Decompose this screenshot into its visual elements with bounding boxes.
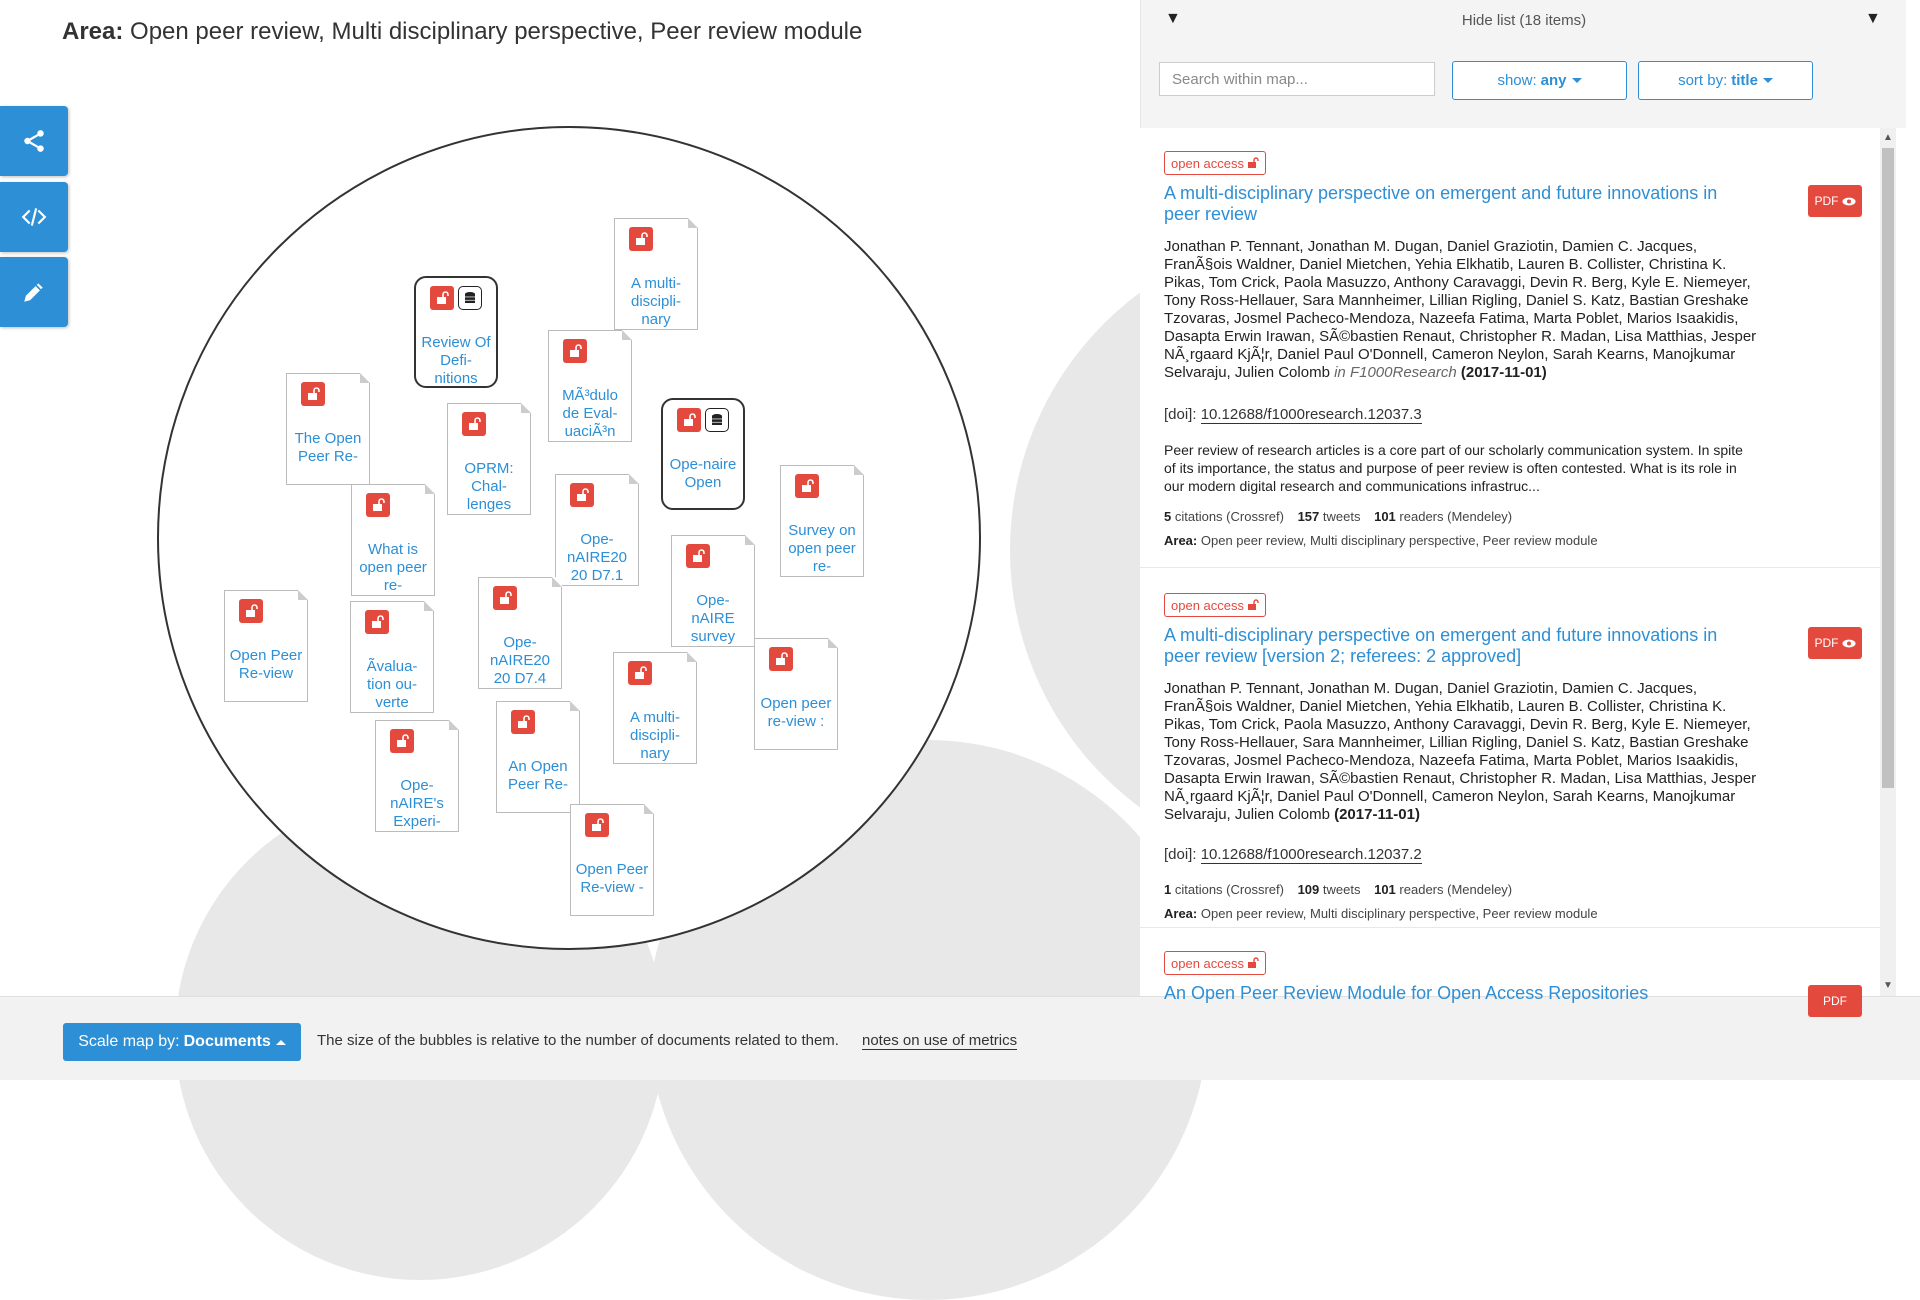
pdf-preview-button[interactable] [1808,185,1862,217]
open-access-lock-icon [629,227,653,251]
paper-badges [795,474,819,498]
paper-authors [1164,238,1758,382]
eye-icon [1842,639,1856,648]
paper-area [1164,906,1598,921]
triangle-down-icon: ▼ [1165,10,1181,27]
show-filter-dropdown[interactable] [1452,61,1627,100]
open-access-badge [1164,593,1266,617]
hide-list-label: Hide list (18 items) [1461,11,1587,29]
knowledge-map [0,0,1140,996]
area-label: Area: [1164,906,1198,921]
paper-icon-title: A multi-discipli-nary [629,709,680,762]
paper-icon-title: OPRM: Chal-lenges [464,460,514,513]
list-item [1140,568,1880,928]
paper-title-link[interactable]: An Open Peer Review Module for Open Access Repositories [1164,983,1649,1003]
show-filter-value: any [1540,72,1567,89]
pdf-preview-button[interactable] [1808,627,1862,659]
open-access-lock-icon [366,493,390,517]
citations-label: citations (Crossref) [1174,882,1284,897]
tweets-label: tweets [1322,509,1361,524]
paper-icon[interactable] [754,638,838,750]
paper-icon[interactable] [375,720,459,832]
paper-icon[interactable] [780,465,864,577]
paper-icon-title: Open peer re-view : [760,695,832,730]
paper-badges [390,729,414,753]
paper-icon[interactable] [496,701,580,813]
paper-area [1164,533,1598,548]
unlock-icon [1248,958,1259,968]
paper-icon-title: Open Peer Re-view - [575,861,649,896]
open-access-lock-icon [462,412,486,436]
scale-map-value: Documents [183,1033,271,1050]
open-access-lock-icon [570,483,594,507]
sort-dropdown[interactable] [1638,61,1813,100]
paper-icon[interactable] [614,218,698,330]
doi-row [1164,846,1422,863]
caret-up-icon [276,1040,286,1045]
open-access-lock-icon [628,661,652,685]
paper-title-link[interactable]: A multi-disciplinary perspective on emergent and future innovations in peer review [version 2; referees: 2 approved] [1164,625,1718,666]
open-access-lock-icon [301,382,325,406]
paper-icon-title: Ope-naire Open [669,456,737,491]
paper-badges [462,412,486,436]
paper-icon-title: The Open Peer Re- [294,430,362,465]
eye-icon [1842,197,1856,206]
scroll-thumb[interactable] [1882,148,1894,788]
paper-badges [430,286,482,310]
in-word: in [1334,364,1346,381]
edit-button[interactable] [0,257,68,327]
sort-value: title [1731,72,1758,89]
paper-icon[interactable] [351,484,435,596]
publication-date: (2017-11-01) [1334,806,1420,823]
journal-name: F1000Research [1349,364,1457,381]
dataset-icon [458,286,482,310]
sort-label: sort by: [1678,72,1728,89]
paper-icon[interactable] [548,330,632,442]
paper-badges [493,586,517,610]
paper-badges [769,647,793,671]
paper-icon-title: What is open peer re- [359,541,427,594]
open-access-label: open access [1171,155,1244,171]
open-access-label: open access [1171,597,1244,613]
pdf-label: PDF [1814,194,1839,208]
triangle-down-icon: ▼ [1865,10,1881,27]
scroll-up-icon[interactable]: ▲ [1883,132,1893,143]
open-access-lock-icon [239,599,263,623]
paper-icon-title: MÃ³dulo de Eval-uaciÃ³n [562,387,618,440]
open-access-lock-icon [493,586,517,610]
paper-icon[interactable] [671,535,755,647]
pdf-label: PDF [1814,636,1839,650]
dataset-icon [705,408,729,432]
share-button[interactable] [0,106,68,176]
readers-count: 101 [1374,882,1396,897]
area-value: Open peer review, Multi disciplinary perspective, Peer review module [1200,906,1598,921]
paper-list [1140,128,1880,1008]
paper-badges [629,227,653,251]
paper-icon-title: An Open Peer Re- [507,758,569,793]
search-input[interactable] [1159,62,1435,96]
open-access-lock-icon [390,729,414,753]
tweets-count: 157 [1297,509,1320,524]
paper-icon-title: Ope-nAIRE20 20 D7.1 [566,531,628,584]
citations-count: 1 [1164,882,1172,897]
unlock-icon [1248,600,1259,610]
paper-badges [563,339,587,363]
paper-icon-title: Survey on open peer re- [788,522,856,575]
pdf-preview-button[interactable] [1808,985,1862,1017]
open-access-label: open access [1171,955,1244,971]
list-item [1140,128,1880,568]
scroll-down-icon[interactable]: ▼ [1883,980,1893,991]
citations-label: citations (Crossref) [1174,509,1284,524]
doi-label: [doi]: [1164,406,1197,423]
paper-authors [1164,680,1758,824]
citations-count: 5 [1164,509,1172,524]
pencil-icon [21,279,47,305]
paper-badges [570,483,594,507]
paper-abstract: Peer review of research articles is a core part of our scholarly communication system. In spite of its importance, the status and purpose of peer review is often contested. What is its role in our modern digital research and communications infrastruc... [1164,442,1743,494]
metrics-notes-link[interactable]: notes on use of metrics [862,1032,1018,1049]
show-filter-label: show: [1497,72,1537,89]
open-access-badge [1164,951,1266,975]
readers-label: readers (Mendeley) [1399,509,1513,524]
share-icon [21,128,47,154]
list-item [1140,928,1880,1048]
doi-link[interactable]: 10.12688/f1000research.12037.3 [1200,406,1422,423]
scale-description: The size of the bubbles is relative to the number of documents related to them. [317,1032,839,1049]
caret-down-icon [1763,78,1773,83]
code-icon [21,204,47,230]
paper-badges [365,610,389,634]
paper-badges [301,382,325,406]
paper-icon[interactable] [478,577,562,689]
paper-icon-title: Ãvalua-tion ou-verte [366,658,418,711]
doi-link[interactable]: 10.12688/f1000research.12037.2 [1200,846,1422,863]
paper-icon-title: Ope-nAIRE20 20 D7.4 [489,634,551,687]
open-access-lock-icon [686,544,710,568]
map-title [62,18,862,46]
unlock-icon [1248,158,1259,168]
tweets-count: 109 [1297,882,1320,897]
open-access-lock-icon [430,286,454,310]
paper-icon[interactable] [555,474,639,586]
authors-text: Jonathan P. Tennant, Jonathan M. Dugan, Daniel Graziotin, Damien C. Jacques, FranÃ§ois Waldner, Daniel Mietchen, Yehia Elkhatib, Lauren B. Collister, Christina K. Pikas, Tom Crick, Paola Masuzzo, Anthony Caravaggi, Devin R. Berg, Kyle E. Niemeyer, Tony Ross-Hellauer, Sara Mannheimer, Lillian Rigling, Daniel S. Katz, Bastian Greshake Tzovaras, Josmel Pacheco-Mendoza, Nazeefa Fatima, Marta Poblet, Marios Isaakidis, Dasapta Erwin Irawan, SÃ©bastien Renaut, Christopher R. Madan, Lisa Matthias, Jesper NÃ¸rgaard KjÃ¦r, Daniel Paul O'Donnell, Cameron Neylon, Sarah Kearns, Manojkumar Selvaraju, Julien Colomb [1164,680,1757,823]
paper-badges [239,599,263,623]
paper-icon[interactable] [661,398,745,510]
tweets-label: tweets [1322,882,1361,897]
pdf-label: PDF [1823,994,1847,1008]
paper-badges [686,544,710,568]
paper-badges [585,813,609,837]
paper-icon-title: Open Peer Re-view [229,647,303,682]
open-access-lock-icon [769,647,793,671]
readers-count: 101 [1374,509,1396,524]
paper-icon[interactable] [570,804,654,916]
paper-icon-title: A multi-discipli-nary [630,275,681,328]
open-access-lock-icon [585,813,609,837]
paper-icon[interactable] [350,601,434,713]
paper-icon[interactable] [286,373,370,485]
paper-icon-title: Ope-nAIRE's Experi- [390,777,444,830]
doi-label: [doi]: [1164,846,1197,863]
open-access-lock-icon [795,474,819,498]
paper-badges [628,661,652,685]
doi-row [1164,406,1422,423]
map-title-text: Open peer review, Multi disciplinary perspective, Peer review module [130,18,863,45]
list-scrollbar[interactable] [1880,128,1896,996]
open-access-lock-icon [365,610,389,634]
paper-icon[interactable] [447,403,531,515]
paper-icon[interactable] [613,652,697,764]
paper-metrics [1164,882,1512,897]
scale-map-label: Scale map by: [78,1033,180,1050]
open-access-lock-icon [677,408,701,432]
embed-button[interactable] [0,182,68,252]
map-title-prefix: Area: [62,18,124,45]
paper-title-link[interactable]: A multi-disciplinary perspective on emergent and future innovations in peer review [1164,183,1718,224]
paper-badges [677,408,729,432]
paper-icon[interactable] [414,276,498,388]
paper-metrics [1164,509,1512,524]
open-access-lock-icon [511,710,535,734]
paper-badges [366,493,390,517]
paper-icon-title: Review Of Defi-nitions [421,334,491,387]
paper-icon[interactable] [224,590,308,702]
readers-label: readers (Mendeley) [1399,882,1513,897]
authors-text: Jonathan P. Tennant, Jonathan M. Dugan, Daniel Graziotin, Damien C. Jacques, FranÃ§ois Waldner, Daniel Mietchen, Yehia Elkhatib, Lauren B. Collister, Christina K. Pikas, Tom Crick, Paola Masuzzo, Anthony Caravaggi, Devin R. Berg, Kyle E. Niemeyer, Tony Ross-Hellauer, Sara Mannheimer, Lillian Rigling, Daniel S. Katz, Bastian Greshake Tzovaras, Josmel Pacheco-Mendoza, Nazeefa Fatima, Marta Poblet, Marios Isaakidis, Dasapta Erwin Irawan, SÃ©bastien Renaut, Christopher R. Madan, Lisa Matthias, Jesper NÃ¸rgaard KjÃ¦r, Daniel Paul O'Donnell, Cameron Neylon, Sarah Kearns, Manojkumar Selvaraju, Julien Colomb [1164,238,1757,381]
caret-down-icon [1572,78,1582,83]
open-access-lock-icon [563,339,587,363]
area-value: Open peer review, Multi disciplinary perspective, Peer review module [1200,533,1598,548]
open-access-badge [1164,151,1266,175]
scale-map-button[interactable] [63,1023,301,1061]
hide-list-toggle[interactable] [1141,0,1907,40]
area-label: Area: [1164,533,1198,548]
list-header [1140,0,1906,128]
paper-badges [511,710,535,734]
paper-icon-title: Ope-nAIRE survey [690,592,736,645]
publication-date: (2017-11-01) [1460,364,1547,381]
